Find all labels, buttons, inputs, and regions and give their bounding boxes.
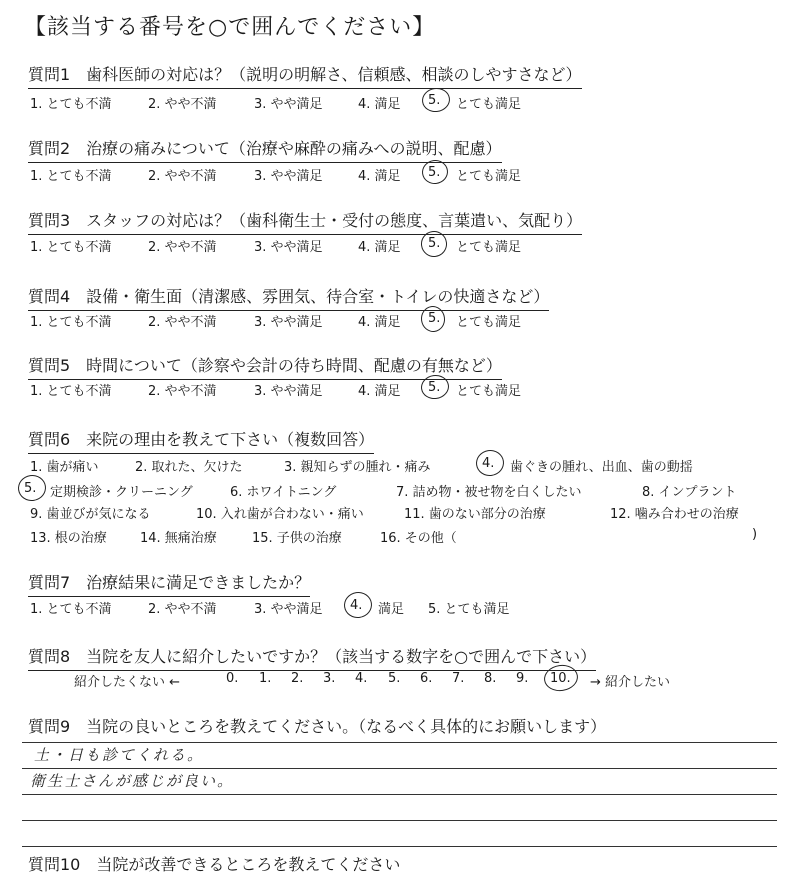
selection-circle xyxy=(474,448,505,478)
q4-option-3[interactable]: 3. やや満足 xyxy=(254,315,323,330)
q4-option-1[interactable]: 1. とても不満 xyxy=(30,315,112,330)
q8-scale-1[interactable]: 1. xyxy=(259,671,272,686)
question-5-title: 質問5 時間について（診察や会計の待ち時間、配慮の有無など） xyxy=(28,353,502,380)
q2-option-4[interactable]: 4. 満足 xyxy=(358,169,401,184)
q8-scale-2[interactable]: 2. xyxy=(291,671,304,686)
question-7-title: 質問7 治療結果に満足できましたか？ xyxy=(28,570,310,597)
q5-option-1[interactable]: 1. とても不満 xyxy=(30,384,112,399)
q4-option-5-label: とても満足 xyxy=(456,315,522,330)
q8-scale-5[interactable]: 5. xyxy=(388,671,401,686)
q7-option-4-label: 満足 xyxy=(378,602,405,617)
q2-option-5-label: とても満足 xyxy=(456,169,522,184)
q5-option-3[interactable]: 3. やや満足 xyxy=(254,384,323,399)
selection-circle xyxy=(420,86,451,114)
q6-other-close-paren: ) xyxy=(752,527,758,542)
q6-option-1[interactable]: 1. 歯が痛い xyxy=(30,460,99,475)
q3-option-2[interactable]: 2. やや不満 xyxy=(148,240,217,255)
q6-option-15[interactable]: 15. 子供の治療 xyxy=(252,531,342,546)
q1-option-1[interactable]: 1. とても不満 xyxy=(30,97,112,112)
question-8-title: 質問8 当院を友人に紹介したいですか？（該当する数字を○で囲んで下さい） xyxy=(28,644,596,671)
q3-option-4[interactable]: 4. 満足 xyxy=(358,240,401,255)
q3-option-5-label: とても満足 xyxy=(456,240,522,255)
q4-option-2[interactable]: 2. やや不満 xyxy=(148,315,217,330)
q8-scale-8[interactable]: 8. xyxy=(484,671,497,686)
q5-option-4[interactable]: 4. 満足 xyxy=(358,384,401,399)
question-1-title: 質問1 歯科医師の対応は？（説明の明解さ、信頼感、相談のしやすさなど） xyxy=(28,62,582,89)
q8-scale-10[interactable]: 10. xyxy=(550,671,571,686)
q6-option-3[interactable]: 3. 親知らずの腫れ・痛み xyxy=(284,460,431,475)
q6-option-5-label: 定期検診・クリーニング xyxy=(50,485,193,500)
q6-option-13[interactable]: 13. 根の治療 xyxy=(30,531,107,546)
question-10-title: 質問10 当院が改善できるところを教えてください xyxy=(28,855,401,874)
q8-scale-4[interactable]: 4. xyxy=(355,671,368,686)
question-4-title: 質問4 設備・衛生面（清潔感、雰囲気、待合室・トイレの快適さなど） xyxy=(28,284,549,311)
answer-line xyxy=(22,846,777,847)
q1-option-5-label: とても満足 xyxy=(456,97,522,112)
q1-option-5[interactable]: 5. xyxy=(428,93,441,108)
q6-option-4-label: 歯ぐきの腫れ、出血、歯の動揺 xyxy=(510,460,693,475)
q7-option-5[interactable]: 5. とても満足 xyxy=(428,602,510,617)
q8-right-label: → 紹介したい xyxy=(590,675,671,690)
question-3-title: 質問3 スタッフの対応は？（歯科衛生士・受付の態度、言葉遣い、気配り） xyxy=(28,208,582,235)
q9-handwritten-answer-1: 土・日も診てくれる。 xyxy=(34,746,205,764)
q2-option-3[interactable]: 3. やや満足 xyxy=(254,169,323,184)
q8-scale-6[interactable]: 6. xyxy=(420,671,433,686)
q7-option-3[interactable]: 3. やや満足 xyxy=(254,602,323,617)
q3-option-5[interactable]: 5. xyxy=(428,236,441,251)
selection-circle xyxy=(16,473,47,503)
q1-option-4[interactable]: 4. 満足 xyxy=(358,97,401,112)
q6-option-7[interactable]: 7. 詰め物・被せ物を白くしたい xyxy=(396,485,582,500)
q8-scale-9[interactable]: 9. xyxy=(516,671,529,686)
q7-option-1[interactable]: 1. とても不満 xyxy=(30,602,112,617)
q3-option-1[interactable]: 1. とても不満 xyxy=(30,240,112,255)
question-6-title: 質問6 来院の理由を教えて下さい（複数回答） xyxy=(28,427,374,454)
answer-line xyxy=(22,742,777,743)
question-2-title: 質問2 治療の痛みについて（治療や麻酔の痛みへの説明、配慮） xyxy=(28,136,502,163)
q2-option-1[interactable]: 1. とても不満 xyxy=(30,169,112,184)
q4-option-5[interactable]: 5. xyxy=(428,311,441,326)
q6-option-4[interactable]: 4. xyxy=(482,456,495,471)
q3-option-3[interactable]: 3. やや満足 xyxy=(254,240,323,255)
q6-option-14[interactable]: 14. 無痛治療 xyxy=(140,531,217,546)
q7-option-2[interactable]: 2. やや不満 xyxy=(148,602,217,617)
q1-option-2[interactable]: 2. やや不満 xyxy=(148,97,217,112)
q8-scale-7[interactable]: 7. xyxy=(452,671,465,686)
q1-option-3[interactable]: 3. やや満足 xyxy=(254,97,323,112)
form-header: 【該当する番号を○で囲んでください】 xyxy=(24,15,436,40)
q6-option-9[interactable]: 9. 歯並びが気になる xyxy=(30,507,151,522)
q2-option-2[interactable]: 2. やや不満 xyxy=(148,169,217,184)
answer-line xyxy=(22,794,777,795)
q6-option-16[interactable]: 16. その他（ xyxy=(380,531,457,546)
q6-option-11[interactable]: 11. 歯のない部分の治療 xyxy=(404,507,546,522)
q9-handwritten-answer-2: 衛生士さんが感じが良い。 xyxy=(30,772,235,790)
q5-option-5-label: とても満足 xyxy=(456,384,522,399)
q6-option-6[interactable]: 6. ホワイトニング xyxy=(230,485,337,500)
q4-option-4[interactable]: 4. 満足 xyxy=(358,315,401,330)
q2-option-5[interactable]: 5. xyxy=(428,165,441,180)
q8-scale-0[interactable]: 0. xyxy=(226,671,239,686)
q6-option-12[interactable]: 12. 噛み合わせの治療 xyxy=(610,507,739,522)
q6-option-2[interactable]: 2. 取れた、欠けた xyxy=(135,460,243,475)
q5-option-2[interactable]: 2. やや不満 xyxy=(148,384,217,399)
q7-option-4[interactable]: 4. xyxy=(350,598,363,613)
q5-option-5[interactable]: 5. xyxy=(428,380,441,395)
answer-line xyxy=(22,820,777,821)
q6-option-5[interactable]: 5. xyxy=(24,481,37,496)
answer-line xyxy=(22,768,777,769)
q6-option-10[interactable]: 10. 入れ歯が合わない・痛い xyxy=(196,507,364,522)
q8-left-label: 紹介したくない ← xyxy=(74,675,181,690)
question-9-title: 質問9 当院の良いところを教えてください。（なるべく具体的にお願いします） xyxy=(28,717,607,736)
selection-circle xyxy=(342,590,373,620)
q6-option-8[interactable]: 8. インプラント xyxy=(642,485,737,500)
q8-scale-3[interactable]: 3. xyxy=(323,671,336,686)
